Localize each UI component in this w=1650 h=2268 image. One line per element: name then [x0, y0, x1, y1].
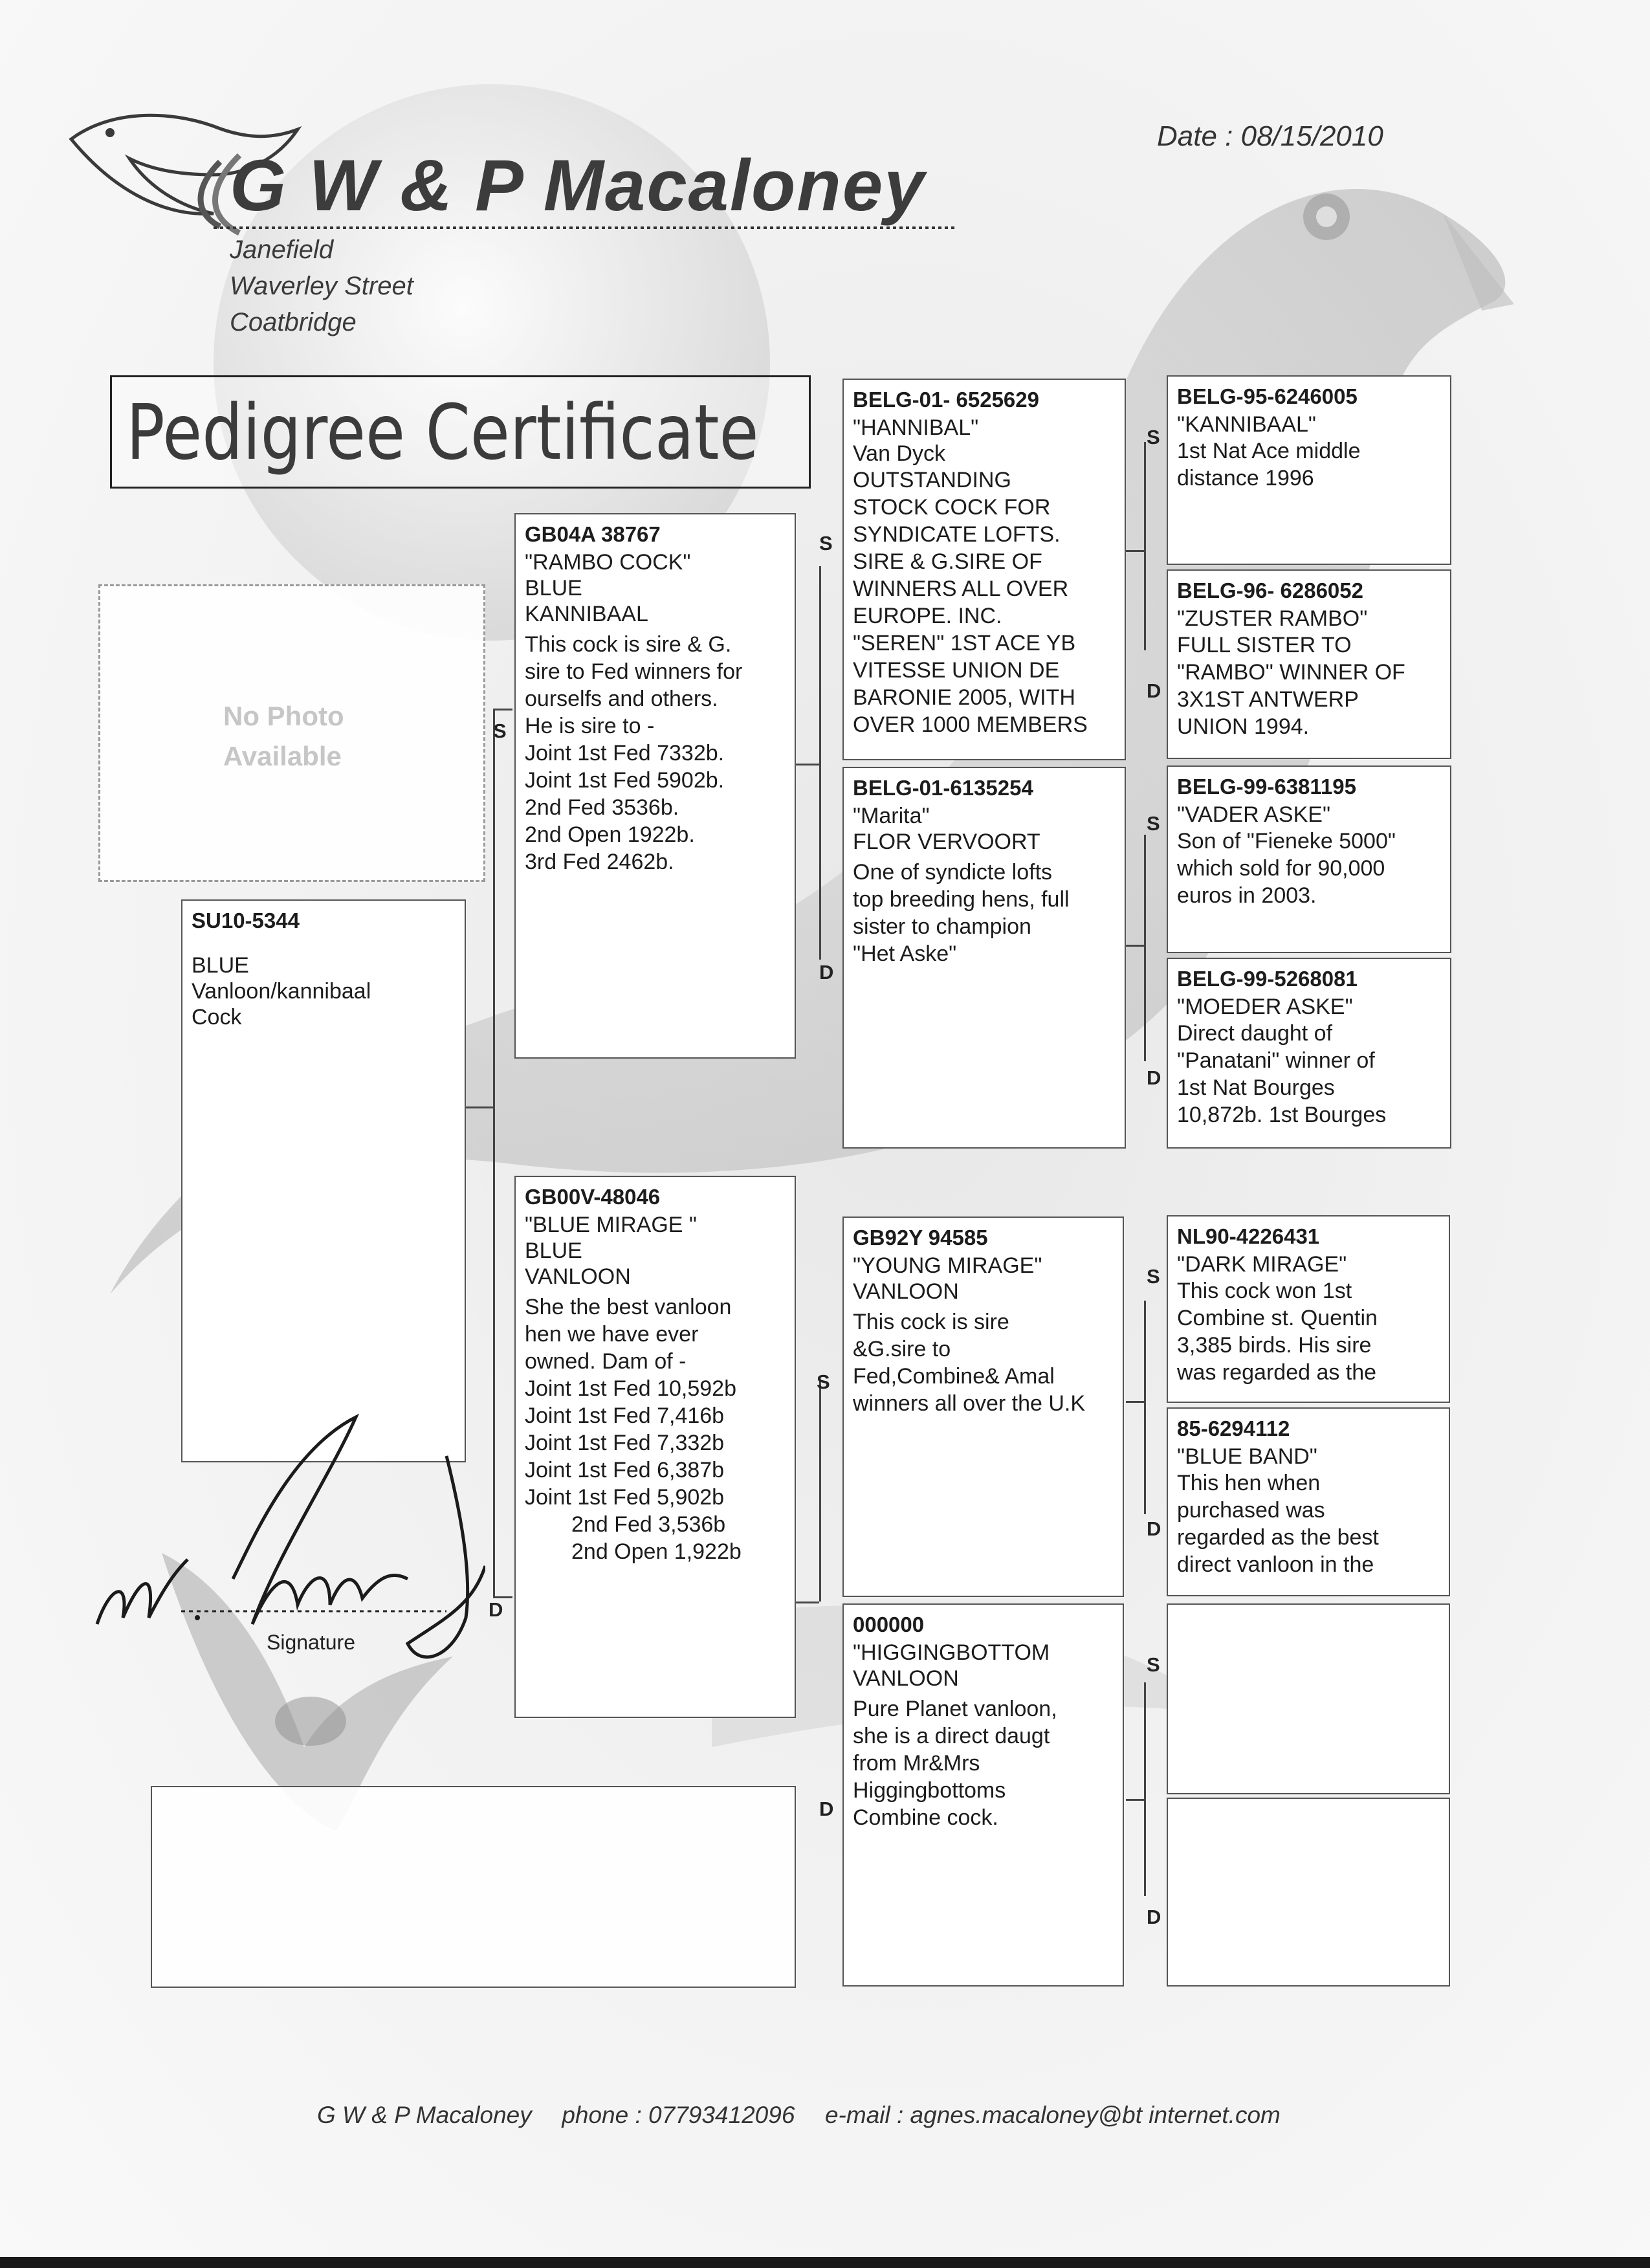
- dam-ring-number: GB00V-48046: [525, 1185, 661, 1209]
- desc-line: 2nd Open 1922b.: [525, 822, 695, 847]
- company-address: [230, 232, 413, 340]
- desc-line: euros in 2003.: [1177, 883, 1317, 908]
- connector-line: [466, 1106, 493, 1108]
- photo-placeholder: [98, 584, 485, 882]
- desc-line: &G.sire to: [853, 1337, 951, 1361]
- great-grandparent-box-empty: [1167, 1798, 1450, 1987]
- desc-line: she is a direct daugt: [853, 1724, 1050, 1748]
- desc-line: Joint 1st Fed 6,387b: [525, 1458, 725, 1482]
- bird-name: "YOUNG MIRAGE": [853, 1253, 1042, 1278]
- grandsire-dam-side-box: [842, 1217, 1124, 1597]
- photo-text-line: Available: [223, 741, 342, 771]
- desc-line: One of syndicte lofts: [853, 860, 1053, 885]
- company-name: G W & P Macaloney: [230, 145, 926, 226]
- sire-description: [525, 631, 786, 875]
- connector-line: [796, 764, 819, 765]
- desc-line: hen we have ever: [525, 1322, 699, 1347]
- bird-description: [1177, 1277, 1440, 1386]
- bird-name: "Marita": [853, 804, 930, 828]
- desc-line: 1st Nat Ace middle: [1177, 439, 1361, 463]
- granddam-dam-side-box: [842, 1603, 1124, 1987]
- desc-line: Joint 1st Fed 5902b.: [525, 768, 725, 793]
- sire-label: S: [817, 1371, 830, 1393]
- bird-name: "MOEDER ASKE": [1177, 995, 1353, 1019]
- desc-line: BARONIE 2005, WITH: [853, 685, 1075, 710]
- connector-line: [493, 709, 512, 710]
- footer-phone: phone : 07793412096: [562, 2102, 795, 2128]
- bird-description: [1177, 828, 1441, 909]
- signature-label: Signature: [267, 1631, 355, 1654]
- sire-label: S: [1147, 1653, 1160, 1676]
- desc-line: 2nd Open 1,922b: [571, 1539, 742, 1564]
- sire-line: BLUE: [525, 576, 582, 600]
- desc-line: Joint 1st Fed 5,902b: [525, 1485, 725, 1510]
- great-grandparent-box: [1167, 765, 1451, 953]
- desc-line: sire to Fed winners for: [525, 659, 743, 684]
- footer-contact: [317, 2102, 1281, 2129]
- desc-line: Higgingbottoms: [853, 1778, 1006, 1803]
- ring-number: BELG-01- 6525629: [853, 388, 1039, 412]
- photo-text-line: No Photo: [223, 701, 344, 731]
- ring-number: NL90-4226431: [1177, 1224, 1320, 1248]
- desc-line: This cock is sire: [853, 1310, 1009, 1334]
- bird-description: [1177, 632, 1441, 740]
- desc-line: which sold for 90,000: [1177, 856, 1385, 881]
- ring-number: BELG-95-6246005: [1177, 384, 1358, 408]
- desc-line: STOCK COCK FOR: [853, 495, 1051, 520]
- bird-description: [853, 859, 1116, 967]
- notes-box: [151, 1786, 796, 1988]
- bird-line: Van Dyck: [853, 441, 945, 466]
- bird-name: "VADER ASKE": [1177, 802, 1331, 827]
- sire-label: S: [1147, 812, 1160, 835]
- bird-name: "BLUE BAND": [1177, 1444, 1317, 1469]
- connector-line: [796, 1602, 819, 1603]
- bird-name: "ZUSTER RAMBO": [1177, 606, 1368, 631]
- dam-box: [514, 1176, 796, 1718]
- bird-description: [853, 1695, 1114, 1831]
- bird-name: "HIGGINGBOTTOM: [853, 1640, 1050, 1665]
- great-grandparent-box: [1167, 375, 1451, 565]
- bird-description: [1177, 437, 1441, 492]
- great-grandparent-box: [1167, 569, 1451, 759]
- desc-line: 2nd Fed 3,536b: [571, 1512, 726, 1537]
- desc-line: purchased was: [1177, 1498, 1325, 1523]
- desc-line: UNION 1994.: [1177, 714, 1310, 739]
- subject-line: Vanloon/kannibaal: [192, 979, 371, 1004]
- great-grandparent-box-empty: [1167, 1603, 1450, 1794]
- connector-line: [1144, 1682, 1146, 1896]
- desc-line: She the best vanloon: [525, 1295, 732, 1319]
- desc-line: Combine cock.: [853, 1805, 998, 1830]
- connector-line: [493, 709, 495, 1596]
- desc-line: FULL SISTER TO: [1177, 633, 1352, 657]
- address-line: Waverley Street: [230, 272, 413, 300]
- desc-line: SYNDICATE LOFTS.: [853, 522, 1061, 547]
- bird-description: [1177, 1020, 1441, 1128]
- desc-line: "Het Aske": [853, 941, 957, 966]
- ring-number: BELG-99-5268081: [1177, 967, 1358, 991]
- ring-number: BELG-99-6381195: [1177, 775, 1357, 798]
- scan-edge: [0, 2257, 1650, 2268]
- desc-line: VITESSE UNION DE: [853, 658, 1060, 683]
- ring-number: BELG-96- 6286052: [1177, 578, 1363, 602]
- sire-name: "RAMBO COCK": [525, 550, 691, 575]
- address-line: Janefield: [230, 236, 334, 264]
- subject-bird-box: [181, 899, 466, 1462]
- desc-line: 10,872b. 1st Bourges: [1177, 1103, 1387, 1127]
- desc-line: 3,385 birds. His sire: [1177, 1333, 1372, 1358]
- desc-line: owned. Dam of -: [525, 1349, 687, 1374]
- desc-line: direct vanloon in the: [1177, 1552, 1374, 1577]
- bird-description: [853, 1308, 1114, 1417]
- dam-label: D: [1147, 679, 1161, 702]
- connector-line: [1144, 442, 1146, 650]
- dam-description: [525, 1294, 786, 1565]
- desc-line: This hen when: [1177, 1471, 1321, 1495]
- sire-label: S: [819, 532, 833, 555]
- subject-line: BLUE: [192, 953, 249, 978]
- bird-line: VANLOON: [853, 1666, 959, 1691]
- desc-line: from Mr&Mrs: [853, 1751, 980, 1776]
- desc-line: Pure Planet vanloon,: [853, 1697, 1057, 1721]
- ring-number: 000000: [853, 1613, 925, 1636]
- desc-line: Joint 1st Fed 10,592b: [525, 1376, 737, 1401]
- photo-placeholder-text: [223, 696, 344, 776]
- dam-line: VANLOON: [525, 1264, 631, 1289]
- desc-line: Fed,Combine& Amal: [853, 1364, 1055, 1389]
- granddam-sire-side-box: [842, 767, 1126, 1149]
- desc-line: OVER 1000 MEMBERS: [853, 712, 1088, 737]
- desc-line: was regarded as the: [1177, 1360, 1377, 1385]
- dam-line: BLUE: [525, 1239, 582, 1263]
- great-grandparent-box: [1167, 1215, 1450, 1403]
- certificate-title: Pedigree Certificate: [126, 388, 759, 477]
- desc-line: Joint 1st Fed 7332b.: [525, 741, 725, 765]
- desc-line: SIRE & G.SIRE OF: [853, 549, 1042, 574]
- connector-line: [1126, 1799, 1144, 1801]
- grandsire-sire-side-box: [842, 379, 1126, 760]
- desc-line: Son of "Fieneke 5000": [1177, 829, 1396, 853]
- desc-line: Joint 1st Fed 7,332b: [525, 1431, 725, 1455]
- sire-label: S: [1147, 426, 1160, 448]
- desc-line: 3rd Fed 2462b.: [525, 850, 674, 874]
- connector-line: [1126, 945, 1144, 947]
- desc-line: ourselfs and others.: [525, 687, 718, 711]
- ring-number: GB92Y 94585: [853, 1226, 988, 1250]
- desc-line: top breeding hens, full: [853, 887, 1070, 912]
- desc-line: Joint 1st Fed 7,416b: [525, 1404, 725, 1428]
- desc-line: "SEREN" 1ST ACE YB: [853, 631, 1076, 655]
- desc-line: Combine st. Quentin: [1177, 1306, 1378, 1330]
- dam-name: "BLUE MIRAGE ": [525, 1213, 697, 1237]
- dam-label: D: [1147, 1517, 1161, 1540]
- connector-line: [1126, 1401, 1144, 1403]
- sire-label: S: [1147, 1265, 1160, 1288]
- bird-description: [1177, 1470, 1440, 1578]
- desc-line: "Panatani" winner of: [1177, 1048, 1375, 1073]
- certificate-title-box: [110, 375, 811, 489]
- ring-number: 85-6294112: [1177, 1416, 1290, 1440]
- bird-description: [853, 467, 1116, 738]
- connector-line: [1144, 835, 1146, 1061]
- ring-number: BELG-01-6135254: [853, 776, 1033, 800]
- desc-line: OUTSTANDING: [853, 468, 1011, 492]
- desc-line: 3X1ST ANTWERP: [1177, 687, 1359, 712]
- dam-label: D: [489, 1598, 503, 1621]
- sire-line: KANNIBAAL: [525, 602, 648, 626]
- desc-line: Direct daught of: [1177, 1021, 1333, 1046]
- sire-ring-number: GB04A 38767: [525, 522, 661, 546]
- desc-line: This cock won 1st: [1177, 1279, 1352, 1303]
- desc-line: winners all over the U.K: [853, 1391, 1086, 1416]
- bird-line: VANLOON: [853, 1279, 959, 1304]
- dam-label: D: [819, 1798, 834, 1820]
- great-grandparent-box: [1167, 958, 1451, 1149]
- certificate-date: Date : 08/15/2010: [1157, 120, 1383, 152]
- bird-name: "HANNIBAL": [853, 415, 979, 440]
- desc-line: 2nd Fed 3536b.: [525, 795, 679, 820]
- dam-label: D: [1147, 1906, 1161, 1928]
- footer-name: G W & P Macaloney: [317, 2102, 532, 2128]
- connector-line: [819, 1382, 821, 1602]
- dam-label: D: [1147, 1066, 1161, 1089]
- address-line: Coatbridge: [230, 308, 357, 336]
- footer-email: e-mail : agnes.macaloney@bt internet.com: [824, 2102, 1281, 2128]
- desc-line: regarded as the best: [1177, 1525, 1379, 1550]
- bird-name: "DARK MIRAGE": [1177, 1252, 1347, 1277]
- subject-ring-number: SU10-5344: [192, 908, 300, 932]
- desc-line: sister to champion: [853, 914, 1031, 939]
- desc-line: 1st Nat Bourges: [1177, 1075, 1335, 1100]
- bird-line: FLOR VERVOORT: [853, 830, 1040, 854]
- connector-line: [1126, 550, 1144, 552]
- desc-line: WINNERS ALL OVER: [853, 577, 1069, 601]
- great-grandparent-box: [1167, 1407, 1450, 1596]
- sire-box: [514, 513, 796, 1059]
- subject-line: Cock: [192, 1005, 242, 1029]
- connector-line: [819, 566, 821, 960]
- desc-line: distance 1996: [1177, 466, 1314, 490]
- dam-label: D: [819, 961, 834, 984]
- connector-line: [1144, 1301, 1146, 1514]
- bird-name: "KANNIBAAL": [1177, 412, 1316, 437]
- desc-line: "RAMBO" WINNER OF: [1177, 660, 1405, 685]
- sire-label: S: [493, 720, 507, 742]
- desc-line: He is sire to -: [525, 714, 655, 738]
- desc-line: This cock is sire & G.: [525, 632, 732, 657]
- desc-line: EUROPE. INC.: [853, 604, 1002, 628]
